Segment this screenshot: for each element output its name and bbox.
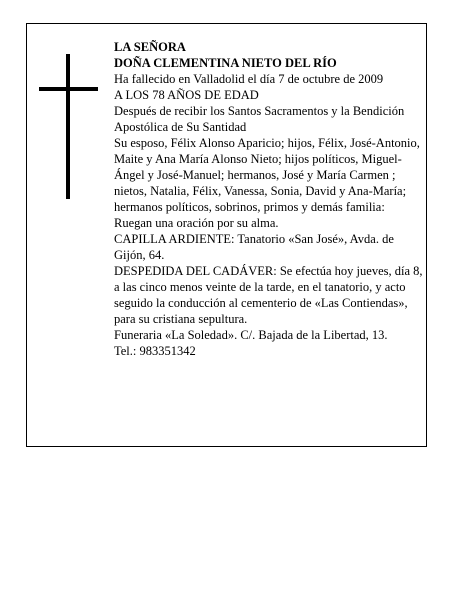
prayer-text: Ruegan una oración por su alma. xyxy=(114,216,279,230)
obituary-notice xyxy=(26,23,427,447)
sacraments-text: Después de recibir los Santos Sacramentos y la Bendición Apostólica de Su Santidad xyxy=(114,104,405,134)
age-line: A LOS 78 AÑOS DE EDAD xyxy=(114,88,259,102)
cross-vertical-bar xyxy=(66,54,70,199)
cross-icon xyxy=(39,54,99,199)
chapel-text: CAPILLA ARDIENTE: Tanatorio «San José», Avda. de Gijón, 64. xyxy=(114,232,394,262)
deceased-name: DOÑA CLEMENTINA NIETO DEL RÍO xyxy=(114,56,337,70)
funeral-home-text: Funeraria «La Soledad». C/. Bajada de la Libertad, 13. xyxy=(114,328,388,342)
death-line: Ha fallecido en Valladolid el día 7 de octubre de 2009 xyxy=(114,72,384,86)
family-text: Su esposo, Félix Alonso Aparicio; hijos, Félix, José-Antonio, Maite y Ana María Alonso Nieto; hijos políticos, Miguel-Ángel y José-Manuel; hermanos, José y María Carmen ; nietos, Natalia, Félix, Vanessa, Sonia, David y Ana-María; hermanos políticos, sobrinos, primos y demás familia: xyxy=(114,136,420,214)
farewell-text: DESPEDIDA DEL CADÁVER: Se efectúa hoy jueves, día 8, a las cinco menos veinte de la tarde, en el tanatorio, y acto seguido la conducción al cementerio de «Las Contiendas», para su cristiana sepultura. xyxy=(114,264,423,326)
obituary-text xyxy=(114,39,428,359)
phone-text: Tel.: 983351342 xyxy=(114,344,196,358)
obituary-title: LA SEÑORA xyxy=(114,40,186,54)
cross-horizontal-bar xyxy=(39,87,98,91)
